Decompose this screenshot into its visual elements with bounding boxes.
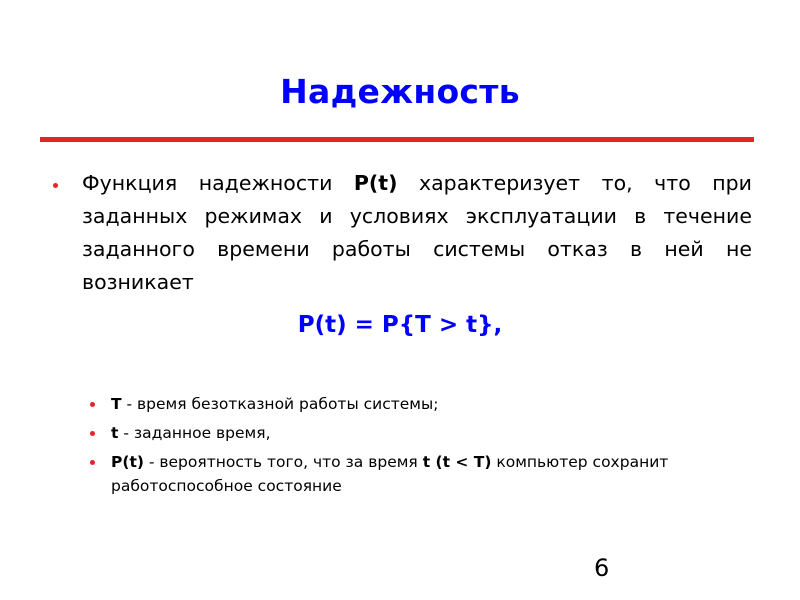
definition-text-end: компьютер сохранит работоспособное состояние [111, 453, 669, 495]
definition-term: t [111, 424, 119, 442]
slide-title: Надежность [280, 72, 520, 111]
reliability-formula: P(t) = P{T > t}, [297, 312, 503, 338]
bullet-icon [90, 431, 95, 436]
main-bullet-part1: Функция надежности [82, 171, 354, 195]
main-bullet-term: P(t) [353, 171, 398, 195]
definition-term: T [111, 395, 122, 413]
definitions-list [90, 392, 770, 503]
bullet-icon [90, 460, 95, 465]
definition-text: - вероятность того, что за время [143, 453, 423, 471]
definition-text: - время безотказной работы системы; [121, 395, 439, 413]
definition-text: - заданное время, [118, 424, 271, 442]
definition-item-t [90, 421, 770, 445]
definition-item-T [90, 392, 770, 416]
definition-term-inline: t (t < T) [422, 453, 492, 471]
title-divider [40, 137, 754, 142]
page-number: 6 [594, 554, 610, 582]
definition-term: P(t) [111, 453, 144, 471]
definition-item-Pt [90, 450, 770, 498]
main-bullet-text [82, 167, 752, 299]
bullet-icon [90, 402, 95, 407]
bullet-icon [53, 183, 58, 188]
main-bullet-part2: характеризует то, что при заданных режимах и условиях эксплуатации в течение заданного времени работы системы отказ в ней не возникает [82, 171, 752, 294]
